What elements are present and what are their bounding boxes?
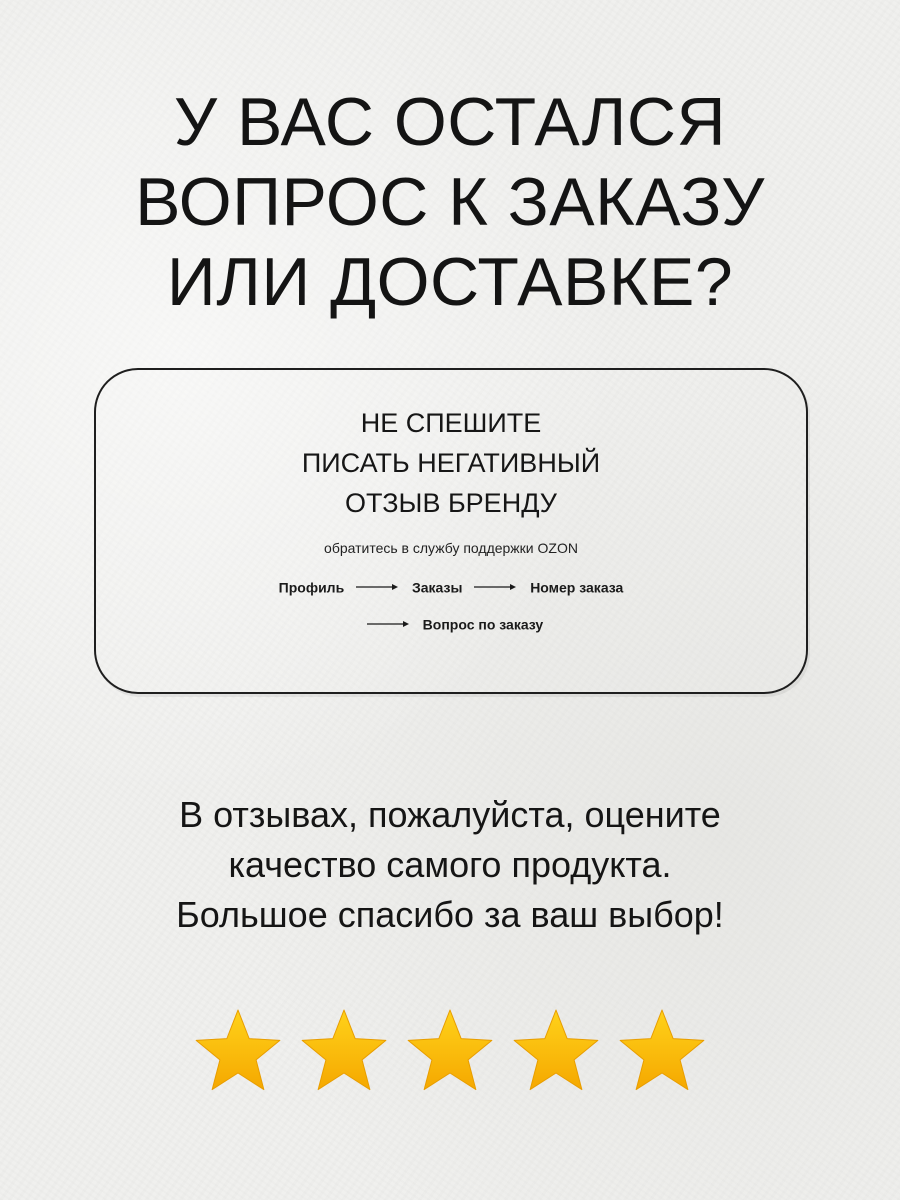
path-step-order-question: Вопрос по заказу — [422, 616, 544, 633]
thanks-line-2: качество самого продукта. — [228, 844, 672, 885]
star-icon — [616, 1006, 708, 1098]
path-step-orders: Заказы — [411, 579, 463, 596]
support-hint: обратитесь в службу поддержки OZON — [324, 540, 578, 556]
headline-line-1: У ВАС ОСТАЛСЯ — [173, 84, 727, 160]
navigation-path-continued — [96, 615, 806, 632]
thanks-line-1: В отзывах, пожалуйста, оцените — [179, 794, 721, 835]
thanks-message — [0, 790, 900, 940]
notice-title-line-3: ОТЗЫВ БРЕНДУ — [345, 488, 557, 518]
notice-title-line-2: ПИСАТЬ НЕГАТИВНЫЙ — [301, 448, 601, 478]
star-rating — [0, 1006, 900, 1101]
headline-line-2: ВОПРОС К ЗАКАЗУ — [135, 164, 765, 240]
notice-title-line-1: НЕ СПЕШИТЕ — [360, 408, 542, 438]
star-icon — [192, 1006, 284, 1098]
arrow-right-icon — [474, 582, 518, 592]
headline — [0, 82, 900, 322]
navigation-path — [96, 578, 806, 595]
star-icon — [404, 1006, 496, 1098]
path-step-order-number: Номер заказа — [530, 579, 624, 596]
arrow-right-icon — [367, 619, 411, 629]
notice-title — [96, 403, 806, 523]
arrow-right-icon — [356, 582, 400, 592]
thanks-line-3: Большое спасибо за ваш выбор! — [176, 894, 724, 935]
headline-line-3: ИЛИ ДОСТАВКЕ? — [166, 244, 734, 320]
path-step-profile: Профиль — [278, 579, 345, 596]
star-icon — [298, 1006, 390, 1098]
notice-card — [94, 368, 808, 694]
star-icon — [510, 1006, 602, 1098]
